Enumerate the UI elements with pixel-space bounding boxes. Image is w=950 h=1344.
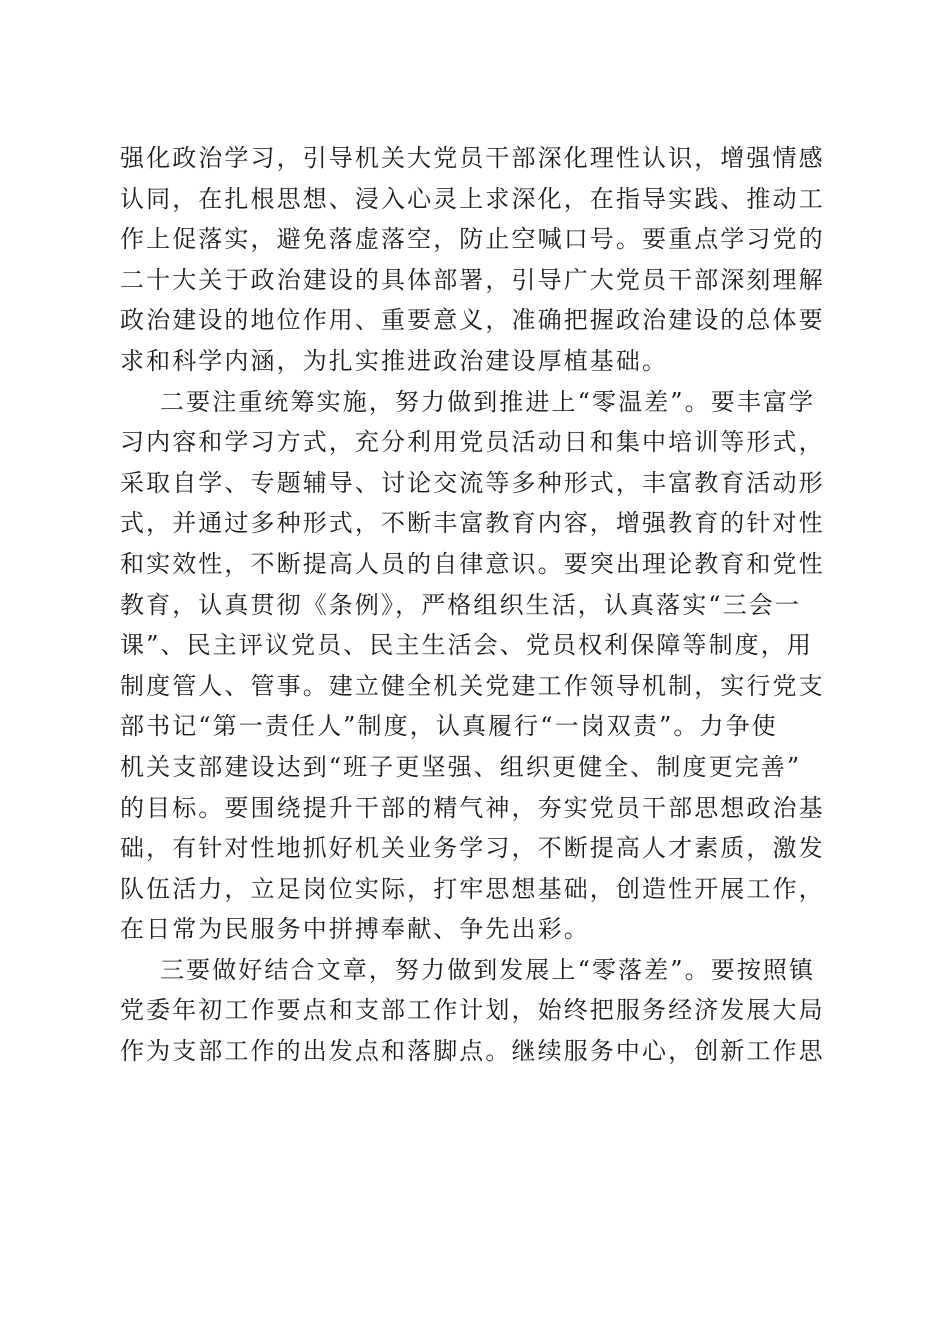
- text-line: 二十大关于政治建设的具体部署，引导广大党员干部深刻理解: [120, 265, 825, 294]
- text-line: 强化政治学习，引导机关大党员干部深化理性认识，增强情感: [120, 144, 825, 172]
- paragraph-start-line: 二要注重统筹实施，努力做到推进上“零温差”。要丰富学: [160, 387, 816, 416]
- text-line: 队伍活力，立足岗位实际，打牢思想基础，创造性开展工作，: [120, 874, 825, 903]
- text-line: 教育，认真贯彻《条例》，严格组织生活，认真落实“三会一: [120, 590, 801, 619]
- text-line: 采取自学、专题辅导、讨论交流等多种形式，丰富教育活动形: [120, 468, 825, 497]
- text-line: 作为支部工作的出发点和落脚点。继续服务中心，创新工作思: [120, 1037, 825, 1066]
- text-line: 的目标。要围绕提升干部的精气神，夯实党员干部思想政治基: [120, 793, 825, 822]
- text-line: 政治建设的地位作用、重要意义，准确把握政治建设的总体要: [120, 306, 825, 335]
- text-line: 习内容和学习方式，充分利用党员活动日和集中培训等形式，: [120, 428, 825, 457]
- text-line: 和实效性，不断提高人员的自律意识。要突出理论教育和党性: [120, 549, 825, 578]
- text-line: 机关支部建设达到“班子更坚强、组织更健全、制度更完善”: [120, 752, 802, 781]
- text-line: 制度管人、管事。建立健全机关党建工作领导机制，实行党支: [120, 671, 825, 700]
- paragraph-start-line: 三要做好结合文章，努力做到发展上“零落差”。要按照镇: [160, 955, 816, 984]
- text-line: 认同，在扎根思想、浸入心灵上求深化，在指导实践、推动工: [120, 184, 825, 213]
- body-text: [120, 138, 832, 1072]
- text-line: 式，并通过多种形式，不断丰富教育内容，增强教育的针对性: [120, 509, 825, 538]
- text-line: 在日常为民服务中拼搏奉献、争先出彩。: [120, 915, 590, 944]
- text-line: 础，有针对性地抓好机关业务学习，不断提高人才素质，激发: [120, 834, 825, 863]
- text-line: 作上促落实，避免落虚落空，防止空喊口号。要重点学习党的: [120, 225, 825, 254]
- text-line: 部书记“第一责任人”制度，认真履行“一岗双责”。力争使: [120, 712, 778, 741]
- text-line: 党委年初工作要点和支部工作计划，始终把服务经济发展大局: [120, 996, 825, 1025]
- text-line: 课”、民主评议党员、民主生活会、党员权利保障等制度，用: [120, 631, 813, 660]
- text-line: 求和科学内涵，为扎实推进政治建设厚植基础。: [120, 346, 669, 375]
